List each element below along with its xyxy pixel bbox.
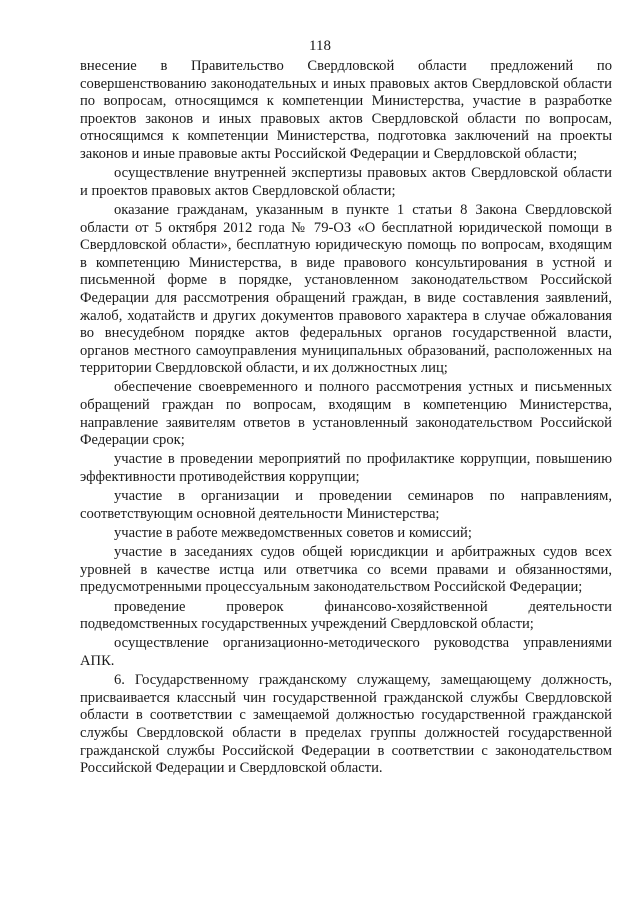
paragraph: 6. Государственному гражданскому служащему, замещающему должность, присваивается классный чин государственной гражданской службы Свердловской области в соответствии с замещаемой должностью государственной гражданской службы Свердловской области в пределах группы должностей государственной гражданской службы Российской Федерации в соответствии с законодательством Российской Федерации и Свердловской области.: [80, 672, 612, 777]
paragraph: оказание гражданам, указанным в пункте 1 статьи 8 Закона Свердловской области от 5 октября 2012 года № 79-ОЗ «О бесплатной юридической помощи в Свердловской области», бесплатную юридическую помощь по вопросам, входящим в компетенцию Министерства, в виде правового консультирования в устной и письменной форме в порядке, установленном законодательством Российской Федерации для рассмотрения обращений граждан, в виде составления заявлений, жалоб, ходатайств и других документов правового характера в случае обжалования во внесудебном порядке актов федеральных органов государственной власти, органов местного самоуправления муниципальных образований, расположенных на территории Свердловской области, и их должностных лиц;: [80, 201, 612, 377]
page-number: 118: [309, 38, 331, 54]
paragraph: обеспечение своевременного и полного рассмотрения устных и письменных обращений граждан по вопросам, входящим в компетенцию Министерства, направление заявителям ответов в установленный законодательством Российской Федерации срок;: [80, 379, 612, 449]
paragraph: внесение в Правительство Свердловской области предложений по совершенствованию законодательных и иных правовых актов Свердловской области по вопросам, относящимся к компетенции Министерства, участие в разработке проектов законов и иных правовых актов Свердловской области по вопросам, относящимся к компетенции Министерства, подготовка заключений на проекты законов и иные правовые акты Российской Федерации и Свердловской области;: [80, 58, 612, 162]
paragraph: участие в организации и проведении семинаров по направлениям, соответствующим основной деятельности Министерства;: [80, 488, 612, 522]
paragraph: участие в заседаниях судов общей юрисдикции и арбитражных судов всех уровней в качестве истца или ответчика со всеми правами и обязанностями, предусмотренными процессуальным законодательством Российской Федерации;: [80, 544, 612, 596]
document-body: [80, 58, 612, 779]
paragraph: осуществление внутренней экспертизы правовых актов Свердловской области и проектов правовых актов Свердловской области;: [80, 165, 612, 199]
paragraph: участие в проведении мероприятий по профилактике коррупции, повышению эффективности противодействия коррупции;: [80, 451, 612, 486]
paragraph: участие в работе межведомственных советов и комиссий;: [114, 525, 472, 541]
paragraph: осуществление организационно-методического руководства управлениями АПК.: [80, 635, 612, 669]
paragraph: проведение проверок финансово-хозяйственной деятельности подведомственных государственных учреждений Свердловской области;: [80, 598, 612, 633]
